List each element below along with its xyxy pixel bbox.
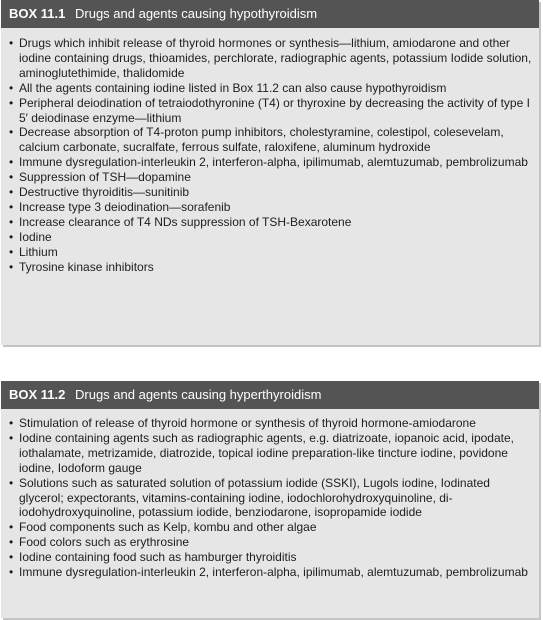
list-item: • Lithium [9, 245, 533, 260]
box-header [1, 381, 539, 409]
box-number: BOX 11.1 [9, 6, 66, 21]
box-header [1, 0, 539, 28]
list-item: • Increase type 3 deiodination—sorafenib [9, 200, 533, 215]
list-item: • Peripheral deiodination of tetraiodothyronine (T4) or thyroxine by decreasing the activity of type I 5′ deiodinase enzyme—lithium [9, 96, 533, 126]
list-item: • Solutions such as saturated solution of potassium iodide (SSKI), Lugols iodine, Iodinated glycerol; expectorants, vitamins-containing iodine, iodochlorohydroxyquinoline, di-iodohydroxyquinoline, potassium iodide, benziodarone, isopropamide iodide [9, 476, 533, 521]
list-item: • Stimulation of release of thyroid hormone or synthesis of thyroid hormone-amiodarone [9, 416, 533, 431]
list-item: • All the agents containing iodine listed in Box 11.2 can also cause hypothyroidism [9, 81, 533, 96]
list-item: • Iodine [9, 230, 533, 245]
list-item: • Iodine containing agents such as radiographic agents, e.g. diatrizoate, iopanoic acid, ipodate, iothalamate, metrizamide, diatrozide, topical iodine preparation-like tincture iodine, povidone iodine, Iodoform gauge [9, 431, 533, 476]
box-hypothyroidism [1, 0, 539, 345]
item-list [1, 409, 539, 580]
list-item: • Destructive thyroiditis—sunitinib [9, 185, 533, 200]
box-number: BOX 11.2 [9, 387, 66, 402]
list-item: • Tyrosine kinase inhibitors [9, 260, 533, 275]
list-item: • Immune dysregulation-interleukin 2, interferon-alpha, ipilimumab, alemtuzumab, pembrolizumab [9, 565, 533, 580]
list-item: • Food colors such as erythrosine [9, 535, 533, 550]
box-title: Drugs and agents causing hyperthyroidism [75, 387, 322, 402]
list-item: • Decrease absorption of T4-proton pump inhibitors, cholestyramine, colestipol, colesevelam, calcium carbonate, sucralfate, ferrous sulfate, raloxifene, aluminum hydroxide [9, 125, 533, 155]
list-item: • Iodine containing food such as hamburger thyroiditis [9, 550, 533, 565]
box-hyperthyroidism [1, 381, 539, 618]
list-item: • Drugs which inhibit release of thyroid hormones or synthesis—lithium, amiodarone and other iodine containing drugs, thioamides, perchlorate, radiographic agents, potassium Iodide solution, aminoglutethimide, thalidomide [9, 36, 533, 81]
list-item: • Immune dysregulation-interleukin 2, interferon-alpha, ipilimumab, alemtuzumab, pembrolizumab [9, 155, 533, 170]
item-list [1, 28, 539, 275]
box-title: Drugs and agents causing hypothyroidism [75, 6, 318, 21]
list-item: • Food components such as Kelp, kombu and other algae [9, 520, 533, 535]
list-item: • Increase clearance of T4 NDs suppression of TSH-Bexarotene [9, 215, 533, 230]
list-item: • Suppression of TSH—dopamine [9, 170, 533, 185]
